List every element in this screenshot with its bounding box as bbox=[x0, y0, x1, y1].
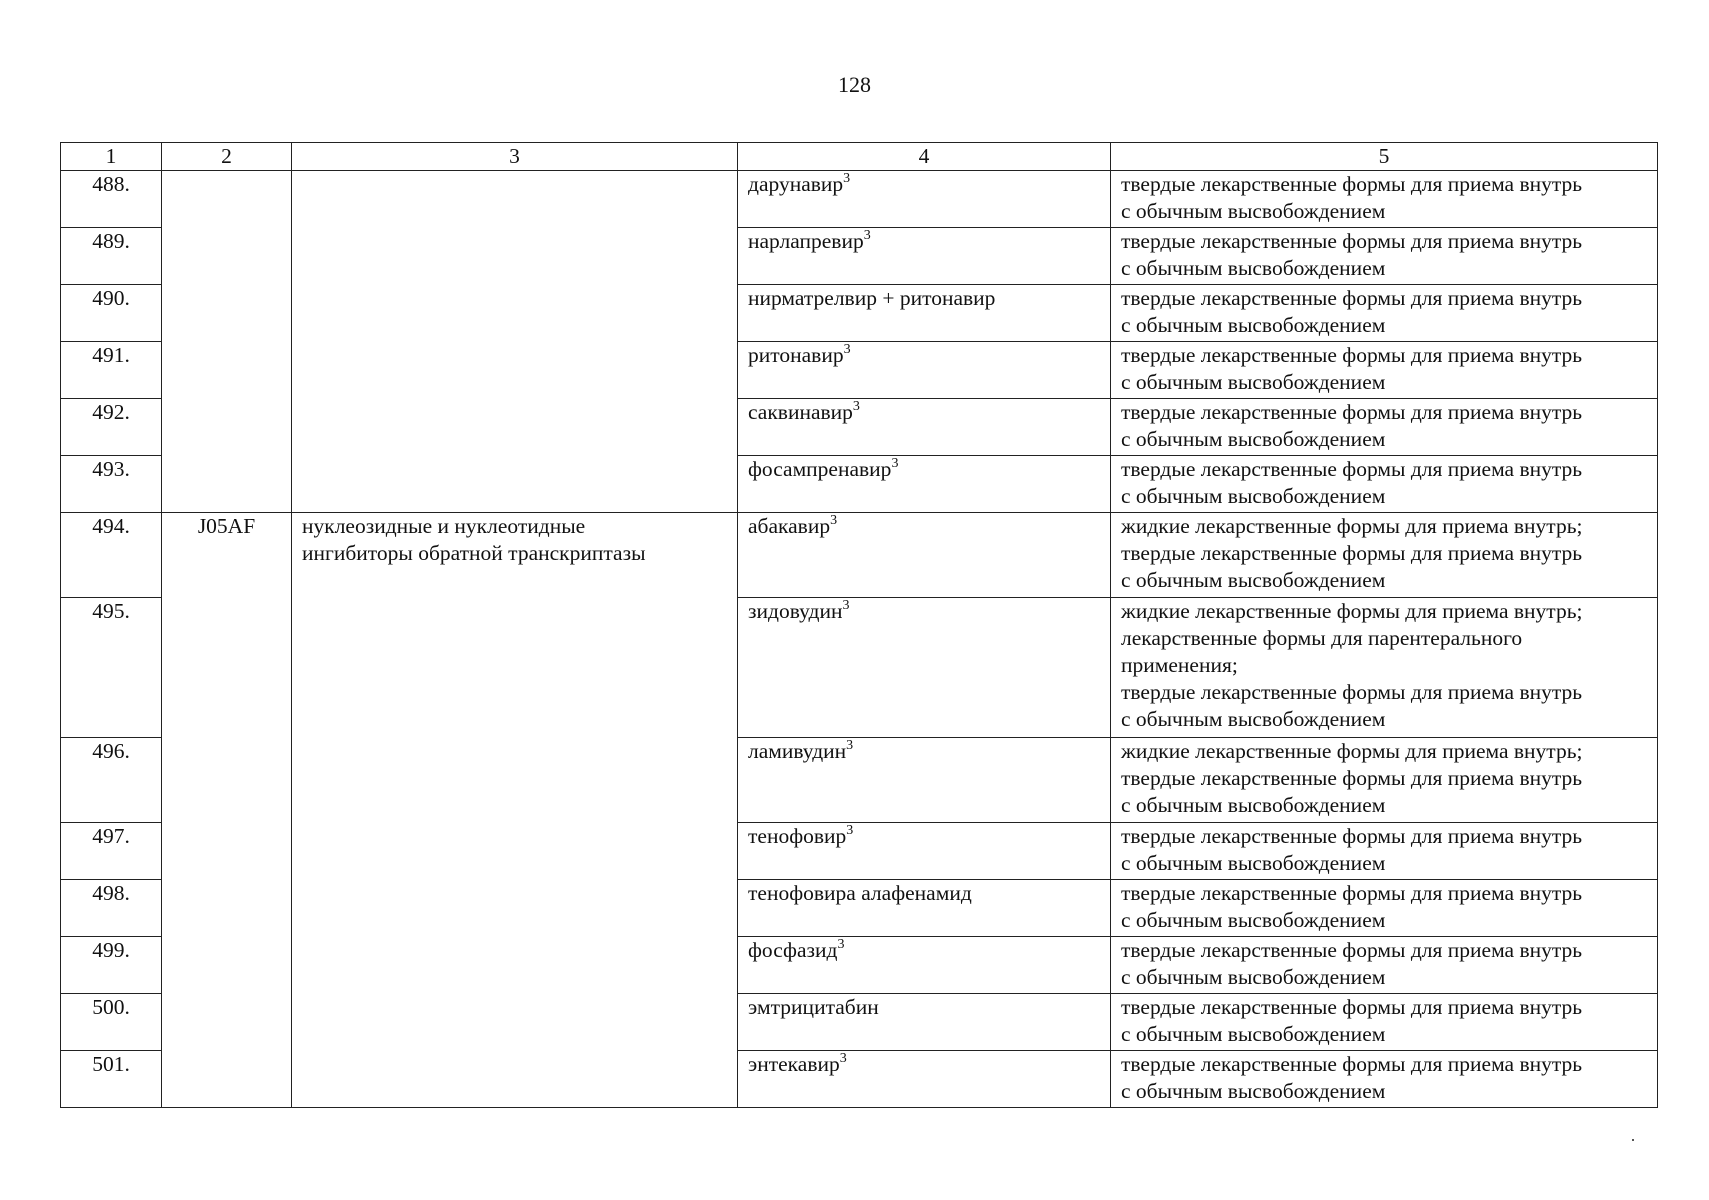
drug-name bbox=[738, 1051, 1111, 1108]
row-number: 497. bbox=[61, 823, 162, 880]
form-line: жидкие лекарственные формы для приема внутрь; bbox=[1121, 739, 1583, 763]
column-header: 1 bbox=[61, 143, 162, 171]
drug-name-text: тенофовира алафенамид bbox=[748, 881, 972, 905]
drug-name-text: дарунавир bbox=[748, 172, 844, 196]
row-number: 501. bbox=[61, 1051, 162, 1108]
form-line: применения; bbox=[1121, 653, 1238, 677]
drug-name bbox=[738, 399, 1111, 456]
footnote-mark: 3 bbox=[891, 455, 899, 471]
footnote-mark: 3 bbox=[852, 398, 860, 414]
dosage-form bbox=[1111, 342, 1658, 399]
group-line: ингибиторы обратной транскриптазы bbox=[302, 541, 646, 565]
form-line: с обычным высвобождением bbox=[1121, 370, 1386, 394]
drug-name-text: энтекавир bbox=[748, 1052, 840, 1076]
group-line: нуклеозидные и нуклеотидные bbox=[302, 514, 586, 538]
drug-name bbox=[738, 456, 1111, 513]
drug-name-text: ламивудин bbox=[748, 739, 847, 763]
dosage-form bbox=[1111, 1051, 1658, 1108]
form-line: с обычным высвобождением bbox=[1121, 851, 1386, 875]
row-number: 494. bbox=[61, 513, 162, 598]
dosage-form bbox=[1111, 880, 1658, 937]
row-number: 500. bbox=[61, 994, 162, 1051]
form-line: с обычным высвобождением bbox=[1121, 199, 1386, 223]
footnote-mark: 3 bbox=[842, 597, 850, 613]
drug-name-text: фосампренавир bbox=[748, 457, 892, 481]
form-line: жидкие лекарственные формы для приема внутрь; bbox=[1121, 514, 1583, 538]
drug-name-text: тенофовир bbox=[748, 824, 847, 848]
form-line: твердые лекарственные формы для приема внутрь bbox=[1121, 938, 1583, 962]
form-line: с обычным высвобождением bbox=[1121, 568, 1386, 592]
drug-name-text: зидовудин bbox=[748, 599, 843, 623]
drug-name-text: эмтрицитабин bbox=[748, 995, 879, 1019]
drug-name-text: нарлапревир bbox=[748, 229, 864, 253]
drug-name bbox=[738, 738, 1111, 823]
drug-table bbox=[60, 142, 1658, 1108]
form-line: твердые лекарственные формы для приема внутрь bbox=[1121, 995, 1583, 1019]
form-line: твердые лекарственные формы для приема внутрь bbox=[1121, 1052, 1583, 1076]
form-line: с обычным высвобождением bbox=[1121, 1022, 1386, 1046]
dosage-form bbox=[1111, 171, 1658, 228]
form-line: с обычным высвобождением bbox=[1121, 313, 1386, 337]
header-row bbox=[61, 143, 1658, 171]
row-number: 498. bbox=[61, 880, 162, 937]
dosage-form bbox=[1111, 228, 1658, 285]
footnote-mark: 3 bbox=[830, 512, 838, 528]
row-number: 488. bbox=[61, 171, 162, 228]
form-line: с обычным высвобождением bbox=[1121, 707, 1386, 731]
drug-name bbox=[738, 880, 1111, 937]
row-number: 492. bbox=[61, 399, 162, 456]
form-line: с обычным высвобождением bbox=[1121, 256, 1386, 280]
drug-name bbox=[738, 937, 1111, 994]
row-number: 493. bbox=[61, 456, 162, 513]
row-number: 499. bbox=[61, 937, 162, 994]
footnote-mark: 3 bbox=[863, 227, 871, 243]
drug-name bbox=[738, 171, 1111, 228]
footnote-mark: 3 bbox=[843, 170, 851, 186]
drug-name bbox=[738, 823, 1111, 880]
drug-name-text: саквинавир bbox=[748, 400, 853, 424]
drug-name bbox=[738, 513, 1111, 598]
table-row bbox=[61, 513, 1658, 598]
dosage-form bbox=[1111, 937, 1658, 994]
form-line: с обычным высвобождением bbox=[1121, 1079, 1386, 1103]
row-number: 489. bbox=[61, 228, 162, 285]
form-line: твердые лекарственные формы для приема внутрь bbox=[1121, 824, 1583, 848]
drug-name bbox=[738, 598, 1111, 738]
dosage-form bbox=[1111, 598, 1658, 738]
group-name bbox=[292, 513, 738, 1108]
dosage-form bbox=[1111, 823, 1658, 880]
footnote-mark: 3 bbox=[846, 737, 854, 753]
footnote-mark: 3 bbox=[846, 822, 854, 838]
dosage-form bbox=[1111, 456, 1658, 513]
footnote-mark: 3 bbox=[837, 936, 845, 952]
form-line: твердые лекарственные формы для приема внутрь bbox=[1121, 172, 1583, 196]
form-line: жидкие лекарственные формы для приема внутрь; bbox=[1121, 599, 1583, 623]
drug-name-text: фосфазид bbox=[748, 938, 838, 962]
form-line: твердые лекарственные формы для приема внутрь bbox=[1121, 766, 1583, 790]
dosage-form bbox=[1111, 513, 1658, 598]
form-line: твердые лекарственные формы для приема внутрь bbox=[1121, 881, 1583, 905]
scan-speck bbox=[1632, 1139, 1634, 1141]
dosage-form bbox=[1111, 738, 1658, 823]
row-number: 496. bbox=[61, 738, 162, 823]
drug-name-text: ритонавир bbox=[748, 343, 844, 367]
form-line: с обычным высвобождением bbox=[1121, 908, 1386, 932]
column-header: 4 bbox=[738, 143, 1111, 171]
form-line: с обычным высвобождением bbox=[1121, 427, 1386, 451]
column-header: 2 bbox=[162, 143, 292, 171]
form-line: твердые лекарственные формы для приема внутрь bbox=[1121, 286, 1583, 310]
column-header: 3 bbox=[292, 143, 738, 171]
atc-code: J05AF bbox=[162, 513, 292, 1108]
form-line: с обычным высвобождением bbox=[1121, 484, 1386, 508]
table-row bbox=[61, 171, 1658, 228]
form-line: твердые лекарственные формы для приема внутрь bbox=[1121, 400, 1583, 424]
form-line: с обычным высвобождением bbox=[1121, 793, 1386, 817]
form-line: твердые лекарственные формы для приема внутрь bbox=[1121, 541, 1583, 565]
drug-name-text: нирматрелвир + ритонавир bbox=[748, 286, 996, 310]
dosage-form bbox=[1111, 994, 1658, 1051]
row-number: 490. bbox=[61, 285, 162, 342]
drug-name bbox=[738, 342, 1111, 399]
drug-name bbox=[738, 228, 1111, 285]
row-number: 491. bbox=[61, 342, 162, 399]
dosage-form bbox=[1111, 399, 1658, 456]
column-header: 5 bbox=[1111, 143, 1658, 171]
form-line: твердые лекарственные формы для приема внутрь bbox=[1121, 457, 1583, 481]
form-line: лекарственные формы для парентерального bbox=[1121, 626, 1523, 650]
atc-code-cell bbox=[162, 171, 292, 513]
drug-name-text: абакавир bbox=[748, 514, 831, 538]
form-line: твердые лекарственные формы для приема внутрь bbox=[1121, 680, 1583, 704]
form-line: твердые лекарственные формы для приема внутрь bbox=[1121, 229, 1583, 253]
footnote-mark: 3 bbox=[843, 341, 851, 357]
row-number: 495. bbox=[61, 598, 162, 738]
dosage-form bbox=[1111, 285, 1658, 342]
form-line: твердые лекарственные формы для приема внутрь bbox=[1121, 343, 1583, 367]
footnote-mark: 3 bbox=[839, 1050, 847, 1066]
drug-name bbox=[738, 285, 1111, 342]
group-cell bbox=[292, 171, 738, 513]
drug-name bbox=[738, 994, 1111, 1051]
page-number: 128 bbox=[838, 72, 871, 97]
form-line: с обычным высвобождением bbox=[1121, 965, 1386, 989]
